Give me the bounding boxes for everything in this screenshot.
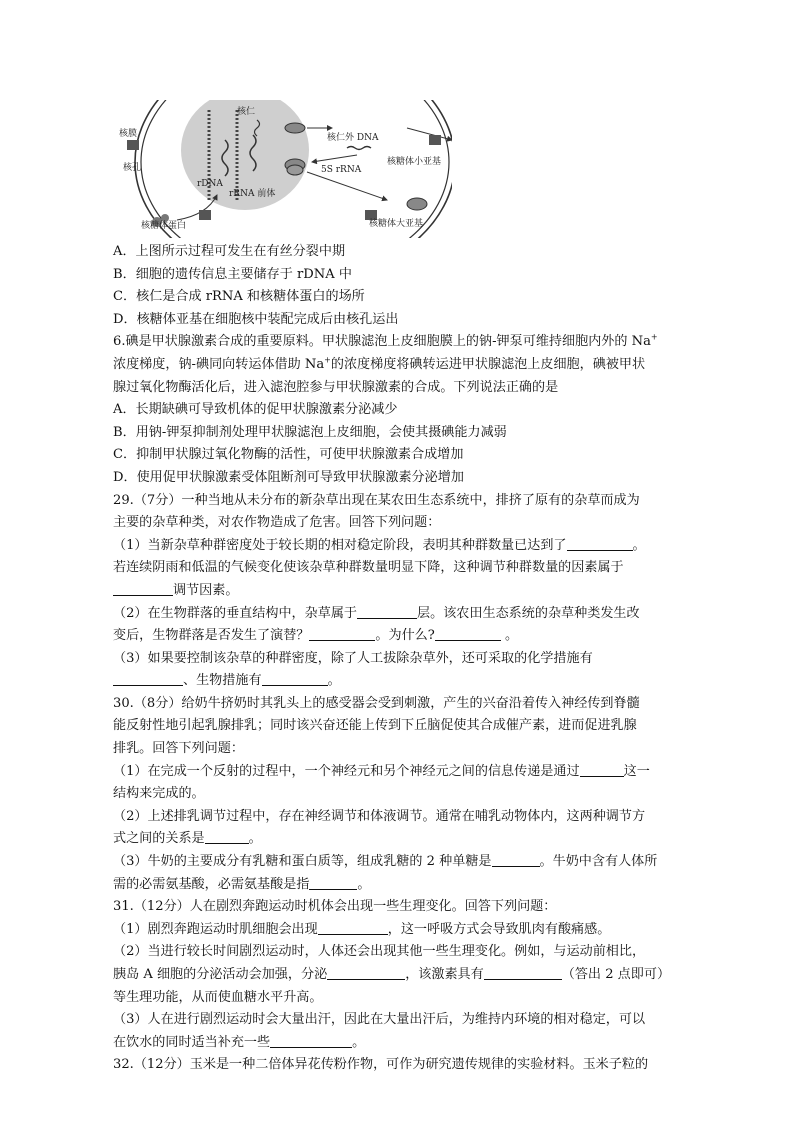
q30-line-2: 能反射性地引起乳腺排乳；同时该兴奋还能上传到下丘脑促使其合成催产素，进而促进乳腺	[113, 718, 637, 734]
q5-option-b: B．细胞的遗传信息主要储存于 rDNA 中	[113, 266, 352, 282]
q32-line-1: 32.（12分）玉米是一种二倍体异花传粉作物，可作为研究遗传规律的实验材料。玉米子粒的	[113, 1057, 649, 1073]
answer-blank[interactable]	[580, 762, 624, 777]
q30-part-1: （1）在完成一个反射的过程中，一个神经元和另个神经元之间的信息传递是通过 这一	[113, 763, 650, 779]
q5-option-a: A．上图所示过程可发生在有丝分裂中期	[113, 244, 346, 259]
answer-blank[interactable]	[318, 920, 388, 935]
label-large-subunit: 核糖体大亚基	[369, 219, 424, 229]
label-nuclear-membrane: 核膜	[119, 129, 138, 139]
q29-part-2: （2）在生物群落的垂直结构中，杂草属于 层。该农田生态系统的杂草种类发生改	[113, 605, 640, 621]
q6-line-1: 6.碘是甲状腺激素合成的重要原料。甲状腺滤泡上皮细胞膜上的钠-钾泵可维持细胞内外的 Na+	[113, 333, 658, 350]
q29-part-1-end: 调节因素。	[113, 580, 683, 603]
q30-line-3: 排乳。回答下列问题：	[113, 741, 244, 757]
answer-blank[interactable]	[113, 581, 173, 596]
q29-line-1: 29.（7分）一种当地从未分布的新杂草出现在某农田生态系统中，排挤了原有的杂草而成为	[113, 492, 640, 508]
label-5s-rrna: 5S rRNA	[321, 165, 362, 175]
answer-blank[interactable]	[492, 852, 540, 867]
q30-part-3-cont: 需的必需氨基酸，必需氨基酸是指 。	[113, 876, 371, 892]
q30-part-2: （2）上述排乳调节过程中，存在神经调节和体液调节。通常在哺乳动物体内，这两种调节方	[113, 808, 646, 824]
q30-part-3: （3）牛奶的主要成分有乳糖和蛋白质等，组成乳糖的 2 种单糖是 。牛奶中含有人体所	[113, 854, 658, 870]
q29-part-3: （3）如果要控制该杂草的种群密度，除了人工拔除杂草外，还可采取的化学措施有	[113, 650, 593, 666]
q6-option-c: C．抑制甲状腺过氧化物酶的活性，可使甲状腺激素合成增加	[113, 447, 464, 463]
answer-blank[interactable]	[309, 875, 357, 890]
q31-part-2: （2）当进行较长时间剧烈运动时，人体还会出现其他一些生理变化。例如，与运动前相比，	[113, 944, 646, 960]
exam-text	[113, 241, 683, 1077]
q29-line-2: 主要的杂草种类，对农作物造成了危害。回答下列问题：	[113, 515, 441, 531]
label-nucleolus: 核仁	[237, 107, 256, 117]
q31-part-1: （1）剧烈奔跑运动时肌细胞会出现 ，这一呼吸方式会导致肌肉有酸痛感。	[113, 921, 611, 937]
exam-page	[113, 100, 683, 1077]
label-extranucleolar-dna: 核仁外 DNA	[327, 133, 379, 143]
q31-part-2-end: 等生理功能，从而使血糖水平升高。	[113, 989, 323, 1005]
q6-line-2: 浓度梯度，钠-碘同向转运体借助 Na+的浓度梯度将碘转运进甲状腺滤泡上皮细胞，碘被甲状	[113, 355, 646, 372]
label-rdna: rDNA	[197, 179, 223, 189]
answer-blank[interactable]	[262, 671, 328, 686]
answer-blank[interactable]	[567, 536, 633, 551]
q31-part-3: （3）人在进行剧烈运动时会大量出汗，因此在大量出汗后，为维持内环境的相对稳定，可以	[113, 1012, 646, 1028]
q6-option-a: A．长期缺碘可导致机体的促甲状腺激素分泌减少	[113, 402, 398, 418]
q30-part-2-cont: 式之间的关系是 。	[113, 831, 262, 847]
nucleus-diagram	[117, 100, 452, 238]
label-rrna-precursor: rRNA 前体	[229, 189, 276, 199]
answer-blank[interactable]	[357, 604, 417, 619]
answer-blank[interactable]	[270, 1033, 352, 1048]
q29-part-3-cont: 、生物措施有 。	[113, 670, 683, 693]
label-small-subunit: 核糖体小亚基	[387, 157, 442, 167]
nuclear-pore-left	[127, 140, 139, 150]
q6-line-3: 腺过氧化物酶活化后，进入滤泡腔参与甲状腺激素的合成。下列说法正确的是	[113, 379, 559, 395]
q31-part-2-cont: 胰岛 A 细胞的分泌活动会加强，分泌 ，该激素具有 （答出 2 点即可）	[113, 967, 671, 982]
q5-option-d: D．核糖体亚基在细胞核中装配完成后由核孔运出	[113, 311, 399, 327]
answer-blank[interactable]	[113, 671, 183, 686]
answer-blank[interactable]	[327, 965, 405, 980]
q29-part-1-cont: 若连续阴雨和低温的气候变化使该杂草种群数量明显下降，这种调节种群数量的因素属于	[113, 560, 624, 576]
answer-blank[interactable]	[309, 626, 375, 641]
q30-line-1: 30.（8分）给奶牛挤奶时其乳头上的感受器会受到刺激，产生的兴奋沿着传入神经传到脊髓	[113, 695, 640, 711]
q31-part-3-cont: 在饮水的同时适当补充一些 。	[113, 1034, 366, 1050]
nucleus-diagram-svg	[117, 100, 452, 238]
answer-blank[interactable]	[484, 965, 562, 980]
answer-blank[interactable]	[205, 829, 249, 844]
q31-line-1: 31.（12分）人在剧烈奔跑运动时机体会出现一些生理变化。回答下列问题：	[113, 899, 557, 915]
q6-option-d: D．使用促甲状腺激素受体阻断剂可导致甲状腺激素分泌增加	[113, 469, 464, 485]
answer-blank[interactable]	[435, 626, 501, 641]
label-ribosomal-protein: 核糖体蛋白	[141, 221, 187, 231]
q6-option-b: B．用钠-钾泵抑制剂处理甲状腺滤泡上皮细胞，会使其摄碘能力减弱	[113, 424, 507, 440]
label-nuclear-pore: 核孔	[123, 163, 142, 173]
q5-option-c: C．核仁是合成 rRNA 和核糖体蛋白的场所	[113, 289, 365, 305]
q29-part-1: （1）当新杂草种群密度处于较长期的相对稳定阶段，表明其种群数量已达到了 。	[113, 537, 646, 553]
q30-part-1-cont: 结构来完成的。	[113, 786, 205, 802]
q29-part-2-cont: 变后，生物群落是否发生了演替？ 。为什么? 。	[113, 628, 519, 644]
